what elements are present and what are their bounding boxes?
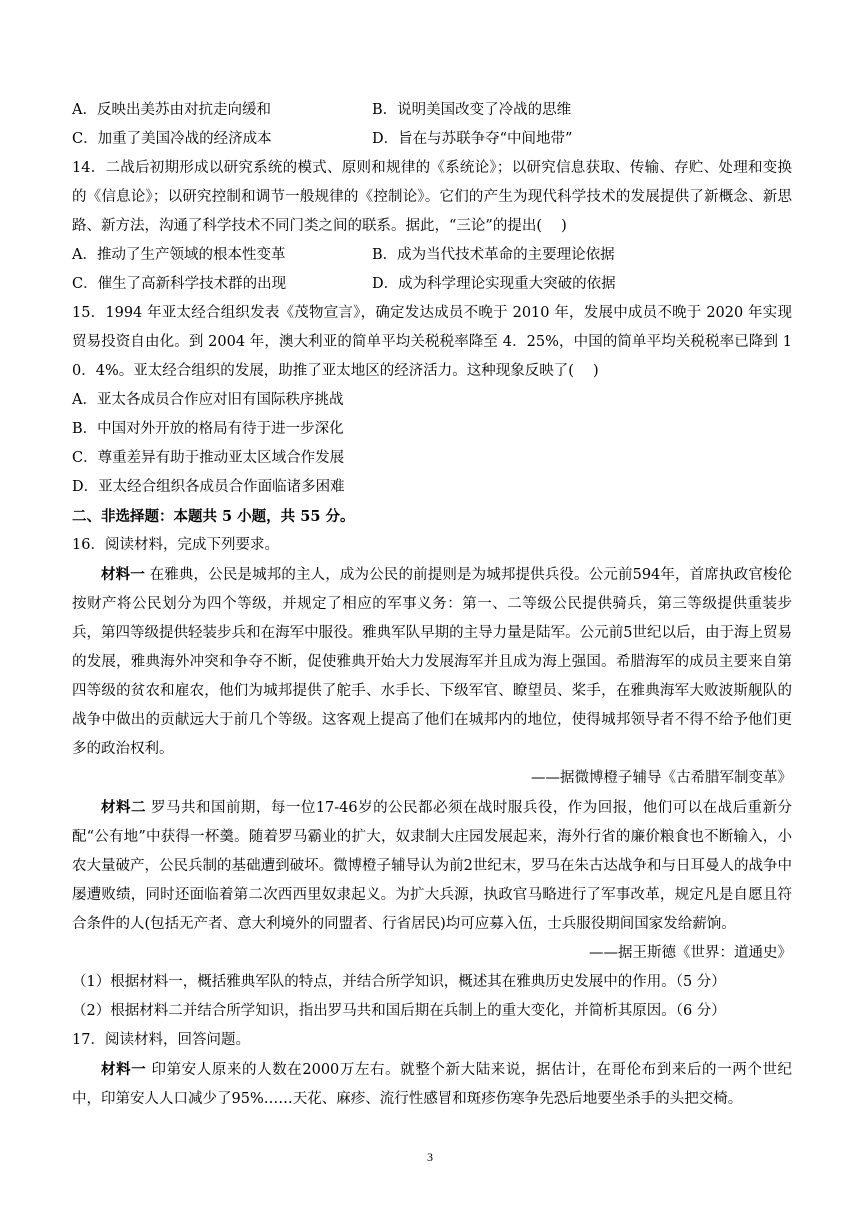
q14-option-a: A．推动了生产领域的根本性变革 (72, 247, 286, 263)
q13-options-row-2 (72, 125, 792, 154)
q15-stem: 15．1994 年亚太经合组织发表《茂物宣言》，确定发达成员不晚于 2010 年，发展中成员不晚于 2020 年实现贸易投资自由化。到 2004 年，澳大利亚的简单平均关税税率降至 4．25%，中国的简单平均关税税率已降到 10．4%。亚太经合组织的发展，助推了亚太地区的经济活力。这种现象反映了( ) (72, 305, 792, 379)
q14-option-b: B．成为当代技术革命的主要理论依据 (372, 247, 615, 263)
q15-option-c: C．尊重差异有助于推动亚太区域合作发展 (72, 450, 345, 466)
q14-option-d: D．成为科学理论实现重大突破的依据 (372, 276, 616, 292)
q16-requirement-1: （1）根据材料一，概括雅典军队的特点，并结合所学知识，概述其在雅典历史发展中的作用。（5 分） (72, 974, 726, 990)
q14-options-row-1 (72, 241, 792, 270)
exam-page (72, 96, 792, 1114)
page-number: 3 (427, 1150, 433, 1164)
q13-option-c: C．加重了美国冷战的经济成本 (72, 131, 272, 147)
q13-option-a: A．反映出美苏由对抗走向缓和 (72, 102, 271, 118)
q14-option-c: C．催生了高新科学技术群的出现 (72, 276, 287, 292)
q14-stem: 14．二战后初期形成以研究系统的模式、原则和规律的《系统论》；以研究信息获取、传输、存贮、处理和变换的《信息论》；以研究控制和调节一般规律的《控制论》。它们的产生为现代科学技术的发展提供了新概念、新思路、新方法，沟通了科学技术不同门类之间的联系。据此，“三论”的提出( ) (72, 160, 792, 234)
q16-stem: 16．阅读材料，完成下列要求。 (72, 537, 279, 553)
q17-material-1-text: 印第安人原来的人数在2000万左右。就整个新大陆来说，据估计，在哥伦布到来后的一两个世纪中，印第安人人口减少了95%……天花、麻疹、流行性感冒和斑疹伤寒争先恐后地要坐杀手的头把交椅。 (72, 1062, 793, 1107)
section2-title: 二、非选择题：本题共 5 小题，共 55 分。 (72, 508, 355, 525)
q17-material-1-label: 材料一 (101, 1061, 147, 1078)
q16-material-1 (72, 560, 792, 764)
q16-material-1-text: 在雅典，公民是城邦的主人，成为公民的前提则是为城邦提供兵役。公元前594年，首席执政官梭伦按财产将公民划分为四个等级，并规定了相应的军事义务：第一、二等级公民提供骑兵，第三等级提供重装步兵，第四等级提供轻装步兵和在海军中服役。雅典军队早期的主导力量是陆军。公元前5世纪以后，由于海上贸易的发展，雅典海外冲突和争夺不断，促使雅典开始大力发展海军并且成为海上强国。希腊海军的成员主要来自第四等级的贫农和雇农，他们为城邦提供了舵手、水手长、下级军官、瞭望员、桨手，在雅典海军大败波斯舰队的战争中做出的贡献远大于前几个等级。这客观上提高了他们在城邦内的地位，使得城邦领导者不得不给予他们更多的政治权利。 (72, 567, 792, 757)
q16-material-2-citation: ——据王斯德《世界：道通史》 (589, 945, 792, 961)
q15-option-b: B．中国对外开放的格局有待于进一步深化 (72, 421, 344, 437)
q16-material-1-label: 材料一 (101, 566, 145, 583)
q16-material-1-citation: ——据微博橙子辅导《古希腊军制变革》 (531, 770, 792, 786)
q13-option-b: B．说明美国改变了冷战的思维 (372, 102, 572, 118)
q13-option-d: D．旨在与苏联争夺“中间地带” (372, 131, 573, 147)
q15-option-d: D．亚太经合组织各成员合作面临诸多困难 (72, 479, 345, 495)
q16-material-2-text: 罗马共和国前期，每一位17-46岁的公民都必须在战时服兵役，作为回报，他们可以在战后重新分配“公有地”中获得一杯羹。随着罗马霸业的扩大，奴隶制大庄园发展起来，海外行省的廉价粮食也不断输入，小农大量破产，公民兵制的基础遭到破坏。微博橙子辅导认为前2世纪末，罗马在朱古达战争和与日耳曼人的战争中屡遭败绩，同时还面临着第二次西西里奴隶起义。为扩大兵源，执政官马略进行了军事改革，规定凡是自愿且符合条件的人(包括无产者、意大利境外的同盟者、行省居民)均可应募入伍，士兵服役期间国家发给薪饷。 (72, 800, 793, 932)
q13-options-row-1 (72, 96, 792, 125)
q17-material-1 (72, 1055, 792, 1114)
q16-material-2 (72, 793, 792, 939)
q16-requirement-2: （2）根据材料二并结合所学知识，指出罗马共和国后期在兵制上的重大变化，并简析其原因。（6 分） (72, 1003, 726, 1019)
q16-material-2-label: 材料二 (101, 799, 146, 816)
q15-option-a: A．亚太各成员合作应对旧有国际秩序挑战 (72, 392, 344, 408)
q14-options-row-2 (72, 270, 792, 299)
q17-stem: 17．阅读材料，回答问题。 (72, 1032, 250, 1048)
